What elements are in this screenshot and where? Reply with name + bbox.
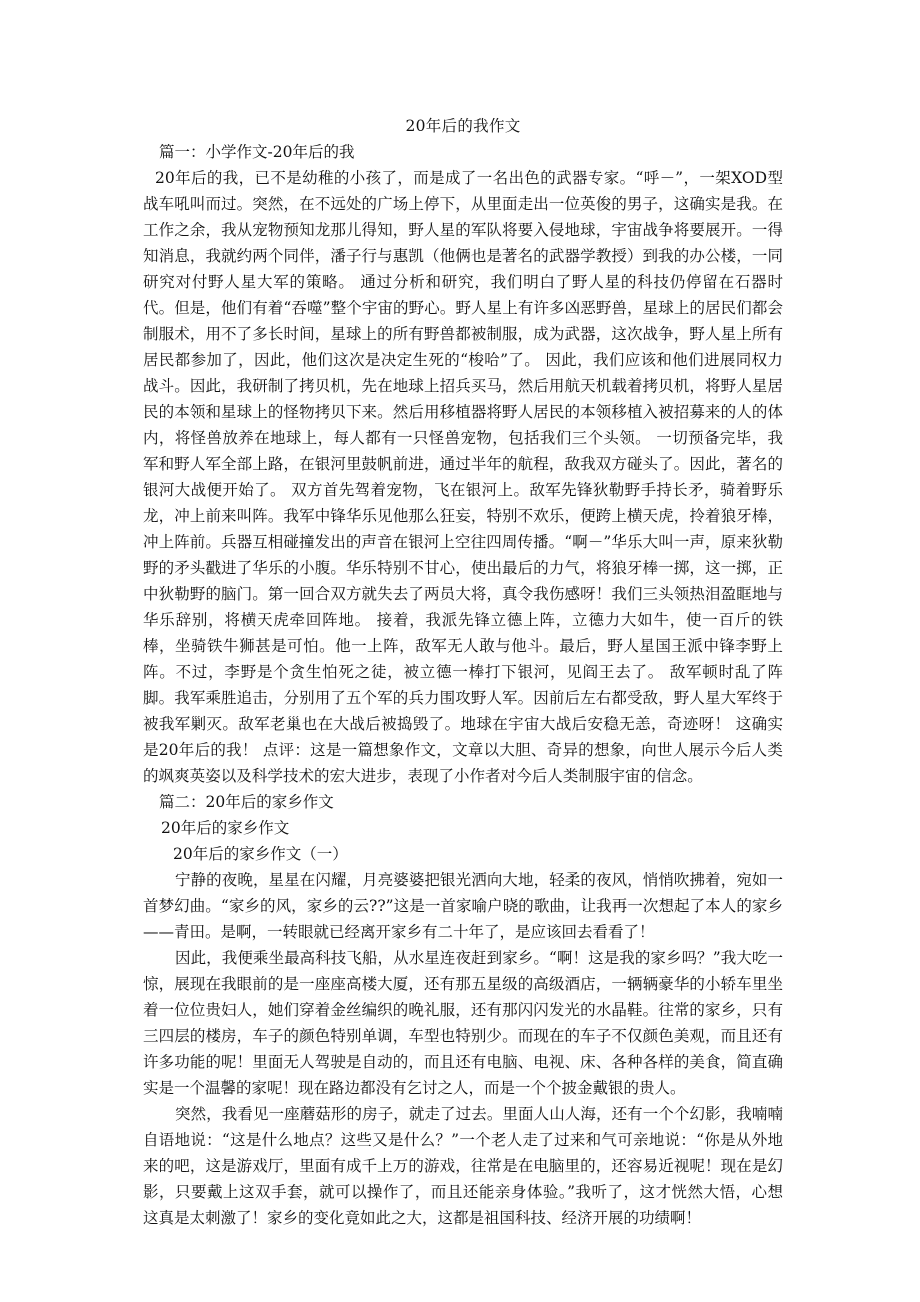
- paragraph-1: 宁静的夜晚，星星在闪耀，月亮婆婆把银光洒向大地，轻柔的夜风，悄悄吹拂着，宛如一首梦幻曲。“家乡的风，家乡的云??”这是一首家喻户晓的歌曲，让我再一次想起了本人的家乡——青田。是啊，一转眼就已经离开家乡有二十年了，是应该回去看看了！: [143, 871, 783, 941]
- section2-subheading: 20年后的家乡作文: [161, 819, 290, 837]
- section2-subsubheading: 20年后的家乡作文（一）: [173, 845, 348, 863]
- section2-heading: 篇二：20年后的家乡作文: [159, 793, 334, 811]
- paragraph-2: 因此，我便乘坐最高科技飞船，从水星连夜赶到家乡。“啊！这是我的家乡吗？”我大吃一惊，展现在我眼前的是一座座高楼大厦，还有那五星级的高级酒店，一辆辆豪华的小轿车里坐着一位位贵妇人，她们穿着金丝编织的晚礼服，还有那闪闪发光的水晶鞋。往常的家乡，只有三四层的楼房，车子的颜色特别单调，车型也特别少。而现在的车子不仅颜色美观，而且还有许多功能的呢！里面无人驾驶是自动的，而且还有电脑、电视、床、各种各样的美食，简直确实是一个温馨的家呢！现在路边都没有乞讨之人，而是一个个披金戴银的贵人。: [143, 949, 783, 1097]
- document-body: [143, 113, 783, 1231]
- paragraph-3: 突然，我看见一座蘑菇形的房子，就走了过去。里面人山人海，还有一个个幻影，我喃喃自语地说：“这是什么地点？这些又是什么？”一个老人走了过来和气可亲地说：“你是从外地来的吧，这是游戏厅，里面有成千上万的游戏，往常是在电脑里的，还容易近视呢！现在是幻影，只要戴上这双手套，就可以操作了，而且还能亲身体验。”我听了，这才恍然大悟，心想 这真是太刺激了！家乡的变化竟如此之大，这都是祖国科技、经济开展的功绩啊！: [143, 1105, 783, 1227]
- section1-heading: 篇一：小学作文-20年后的我: [159, 143, 355, 161]
- document-title: 20年后的我作文: [405, 117, 521, 135]
- section1-body: 20年后的我，已不是幼稚的小孩了，而是成了一名出色的武器专家。“呼－”，一架XOD型战车吼叫而过。突然，在不远处的广场上停下，从里面走出一位英俊的男子，这确实是我。在工作之余，我从宠物预知龙那儿得知，野人星的军队将要入侵地球，宇宙战争将要展开。一得知消息，我就约两个同伴，潘子行与惠凯（他俩也是著名的武器学教授）到我的办公楼，一同研究对付野人星大军的策略。 通过分析和研究，我们明白了野人星的科技仍停留在石器时代。但是，他们有着“吞噬”整个宇宙的野心。野人星上有许多凶恶野兽，星球上的居民们都会制服术，用不了多长时间，星球上的所有野兽都被制服，成为武器，这次战争，野人星上所有居民都参加了，因此，他们这次是决定生死的“梭哈”了。 因此，我们应该和他们进展同权力战斗。因此，我研制了拷贝机，先在地球上招兵买马，然后用航天机载着拷贝机，将野人星居民的本领和星球上的怪物拷贝下来。然后用移植器将野人居民的本领移植入被招募来的人的体内，将怪兽放养在地球上，每人都有一只怪兽宠物，包括我们三个头领。 一切预备完毕，我军和野人军全部上路，在银河里鼓帆前进，通过半年的航程，敌我双方碰头了。因此，著名的银河大战便开始了。 双方首先驾着宠物，飞在银河上。敌军先锋狄勒野手持长矛，骑着野乐龙，冲上前来叫阵。我军中锋华乐见他那么狂妄，特别不欢乐，便跨上横天虎，拎着狼牙棒，冲上阵前。兵器互相碰撞发出的声音在银河上空往四周传播。“啊－”华乐大叫一声，原来狄勒野的矛头戳进了华乐的小腹。华乐特别不甘心，使出最后的力气，将狼牙棒一掷，这一掷，正中狄勒野的脑门。第一回合双方就失去了两员大将，真令我伤感呀！我们三头领热泪盈眶地与华乐辞别，将横天虎牵回阵地。 接着，我派先锋立德上阵，立德力大如牛，使一百斤的铁棒，坐骑铁牛狮甚是可怕。他一上阵，敌军无人敢与他斗。最后，野人星国王派中锋李野上阵。不过，李野是个贪生怕死之徒，被立德一棒打下银河，见阎王去了。 敌军顿时乱了阵脚。我军乘胜追击，分别用了五个军的兵力围攻野人军。因前后左右都受敌，野人星大军终于被我军剿灭。敌军老巢也在大战后被捣毁了。地球在宇宙大战后安稳无恙，奇迹呀！ 这确实是20年后的我！ 点评：这是一篇想象作文，文章以大胆、奇异的想象，向世人展示今后人类的飒爽英姿以及科学技术的宏大进步，表现了小作者对今后人类制服宇宙的信念。: [143, 169, 783, 785]
